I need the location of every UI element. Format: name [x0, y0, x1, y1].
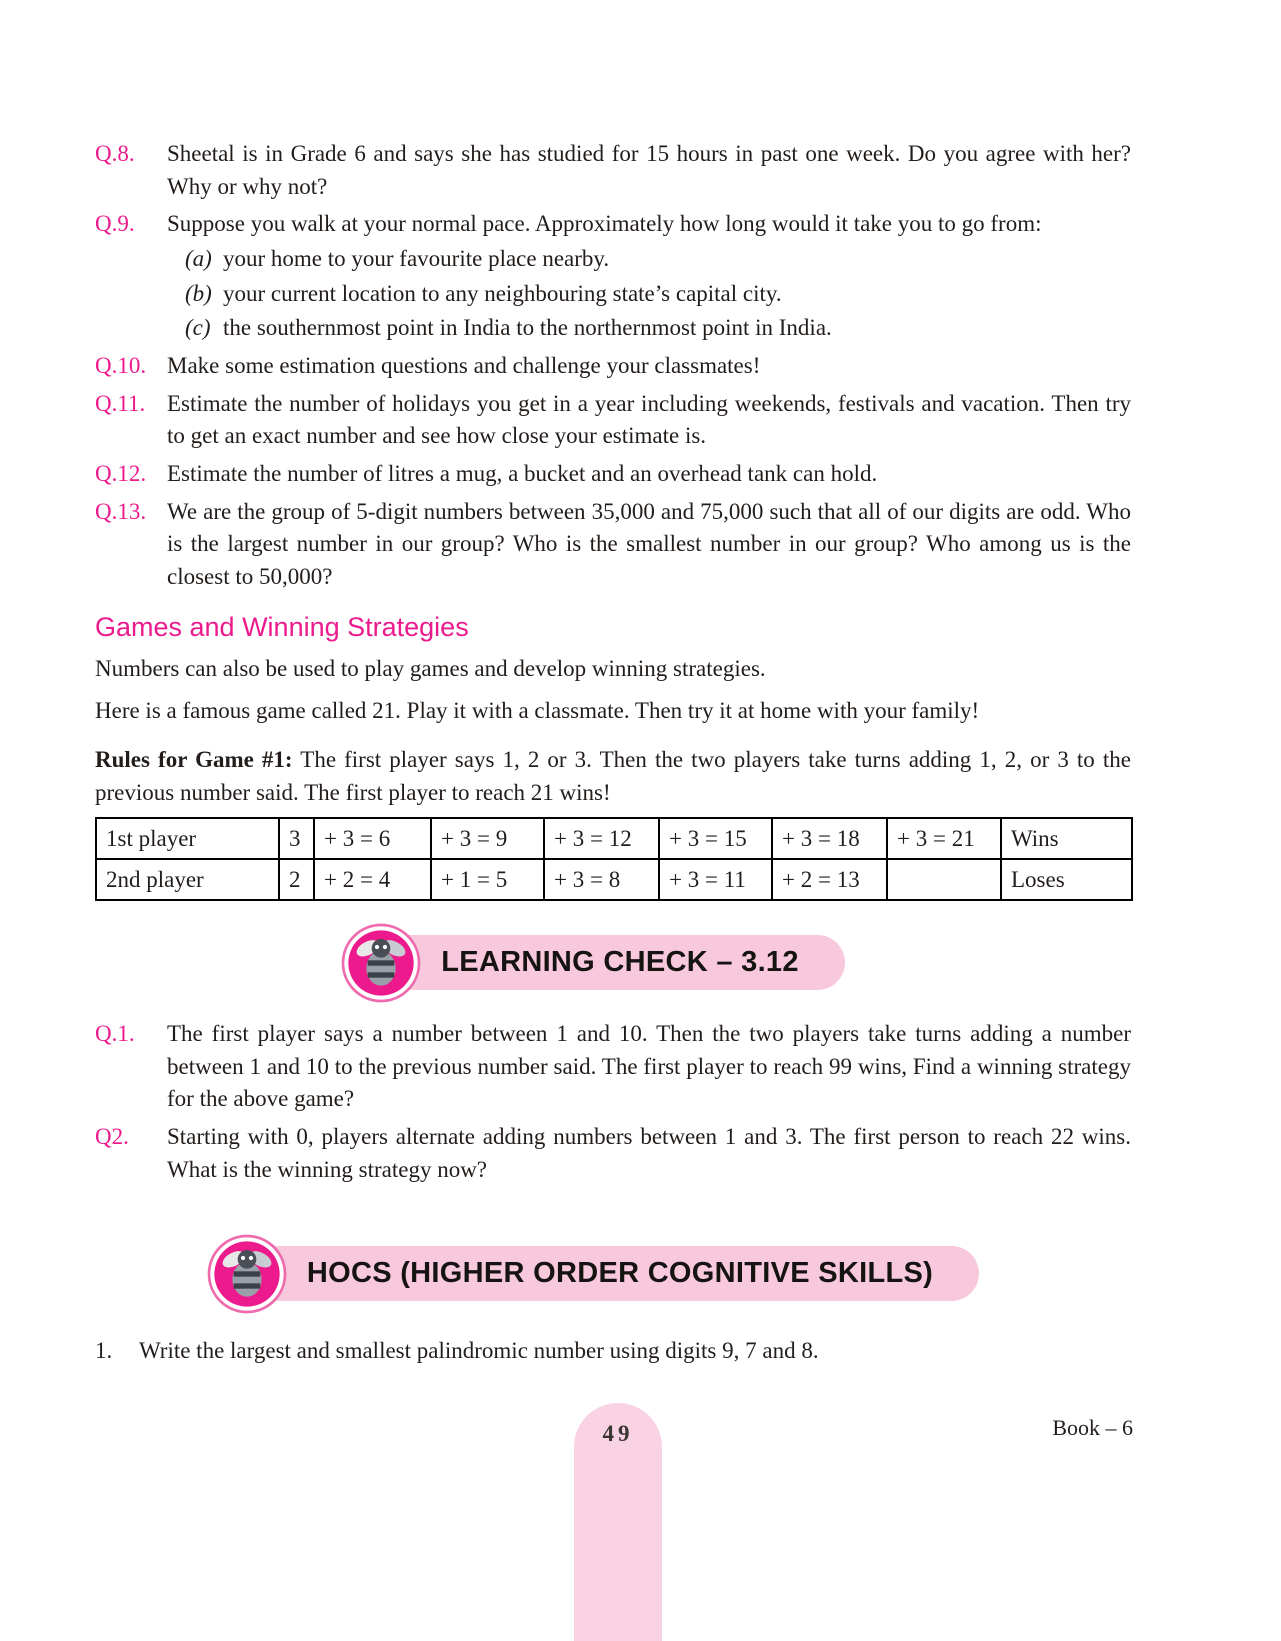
table-cell: + 3 = 15 — [659, 818, 772, 859]
question-text: Suppose you walk at your normal pace. Approximately how long would it take you to go from: — [167, 211, 1042, 237]
table-cell: + 1 = 5 — [431, 859, 544, 900]
subitem-label: (a) — [185, 245, 212, 271]
game-21-table — [95, 817, 1133, 901]
section-heading-games: Games and Winning Strategies — [95, 611, 469, 642]
table-cell: Wins — [1001, 818, 1132, 859]
bee-icon — [341, 923, 421, 1003]
question-list-top — [95, 138, 1131, 594]
table-cell: 3 — [279, 818, 314, 859]
question-q8 — [95, 138, 1131, 203]
table-cell: + 3 = 11 — [659, 859, 772, 900]
subitem-label: (b) — [185, 280, 212, 306]
subitem-c — [177, 312, 1131, 345]
lc-question-1 — [95, 1018, 1131, 1116]
table-cell: + 3 = 18 — [772, 818, 887, 859]
table-cell: + 3 = 9 — [431, 818, 544, 859]
table-cell: + 2 = 4 — [314, 859, 431, 900]
question-number: Q.8. — [95, 141, 135, 166]
question-text: Estimate the number of holidays you get in a year including weekends, festivals and vacation. Then try to get an exact number and see how close your estimate is. — [167, 390, 1131, 449]
table-cell — [887, 859, 1001, 900]
table-cell: 2 — [279, 859, 314, 900]
question-q10 — [95, 350, 1131, 383]
subitem-text: your current location to any neighbouring state’s capital city. — [223, 280, 782, 306]
question-number: Q.1. — [95, 1021, 135, 1047]
learning-check-banner — [95, 935, 1131, 990]
question-q11 — [95, 388, 1131, 453]
section-paragraph: Numbers can also be used to play games and develop winning strategies. — [95, 655, 766, 681]
subitem-a — [177, 243, 1131, 276]
hocs-banner — [95, 1246, 1131, 1301]
banner-pill — [247, 1246, 979, 1301]
banner-title: LEARNING CHECK – 3.12 — [441, 946, 799, 979]
section-paragraph: Here is a famous game called 21. Play it with a classmate. Then try it at home with your family! — [95, 698, 980, 724]
banner-title: HOCS (HIGHER ORDER COGNITIVE SKILLS) — [306, 1257, 934, 1290]
question-number: Q.11. — [95, 390, 146, 416]
bee-icon — [207, 1234, 287, 1314]
question-q12 — [95, 458, 1131, 491]
question-number: Q.12. — [95, 460, 147, 486]
question-number: Q.10. — [95, 352, 147, 378]
hocs-item-1 — [95, 1335, 1131, 1368]
question-number: Q2. — [95, 1124, 129, 1150]
rules-label: Rules for Game #1: — [95, 746, 293, 772]
table-row-player1 — [96, 818, 1132, 859]
subitem-text: your home to your favourite place nearby. — [223, 245, 610, 271]
rules-text: The first player says 1, 2 or 3. Then the two players take turns adding 1, 2, or 3 to the previous number said. The first player to reach 21 wins! — [95, 746, 1131, 805]
question-text: Estimate the number of litres a mug, a bucket and an overhead tank can hold. — [167, 460, 878, 486]
table-cell: + 3 = 6 — [314, 818, 431, 859]
table-cell: + 2 = 13 — [772, 859, 887, 900]
item-number: 1. — [95, 1338, 113, 1364]
banner-pill — [381, 935, 845, 990]
subitem-label: (c) — [185, 315, 211, 341]
learning-check-questions — [95, 1018, 1131, 1186]
question-q13 — [95, 496, 1131, 594]
question-text: We are the group of 5-digit numbers between 35,000 and 75,000 such that all of our digits are odd. Who is the largest number in our group? Who is the smallest number in our group? Who among us is the closest to 50,000? — [167, 498, 1131, 589]
table-cell: 2nd player — [96, 859, 279, 900]
item-text: Write the largest and smallest palindromic number using digits 9, 7 and 8. — [139, 1338, 819, 1364]
question-text: Make some estimation questions and challenge your classmates! — [167, 352, 761, 378]
question-number: Q.9. — [95, 211, 135, 237]
question-text: Sheetal is in Grade 6 and says she has studied for 15 hours in past one week. Do you agree with her? Why or why not? — [167, 141, 1131, 199]
table-row-player2 — [96, 859, 1132, 900]
question-q9 — [95, 208, 1131, 345]
book-label: Book – 6 — [1052, 1415, 1133, 1440]
page-number-tab — [574, 1403, 662, 1641]
page-number: 49 — [602, 1421, 634, 1446]
question-text: The first player says a number between 1 and 10. Then the two players take turns adding a number between 1 and 10 to the previous number said. The first player to reach 99 wins, Find a winning strategy for the above game? — [167, 1021, 1131, 1112]
question-number: Q.13. — [95, 498, 147, 524]
table-cell: 1st player — [96, 818, 279, 859]
lc-question-2 — [95, 1121, 1131, 1186]
table-cell: + 3 = 8 — [544, 859, 659, 900]
subitem-text: the southernmost point in India to the northernmost point in India. — [223, 315, 832, 341]
table-cell: + 3 = 12 — [544, 818, 659, 859]
table-cell: + 3 = 21 — [887, 818, 1001, 859]
rules-paragraph — [95, 744, 1131, 809]
table-cell: Loses — [1001, 859, 1132, 900]
subitem-b — [177, 278, 1131, 311]
question-text: Starting with 0, players alternate adding numbers between 1 and 3. The first person to reach 22 wins. What is the winning strategy now? — [167, 1124, 1131, 1182]
